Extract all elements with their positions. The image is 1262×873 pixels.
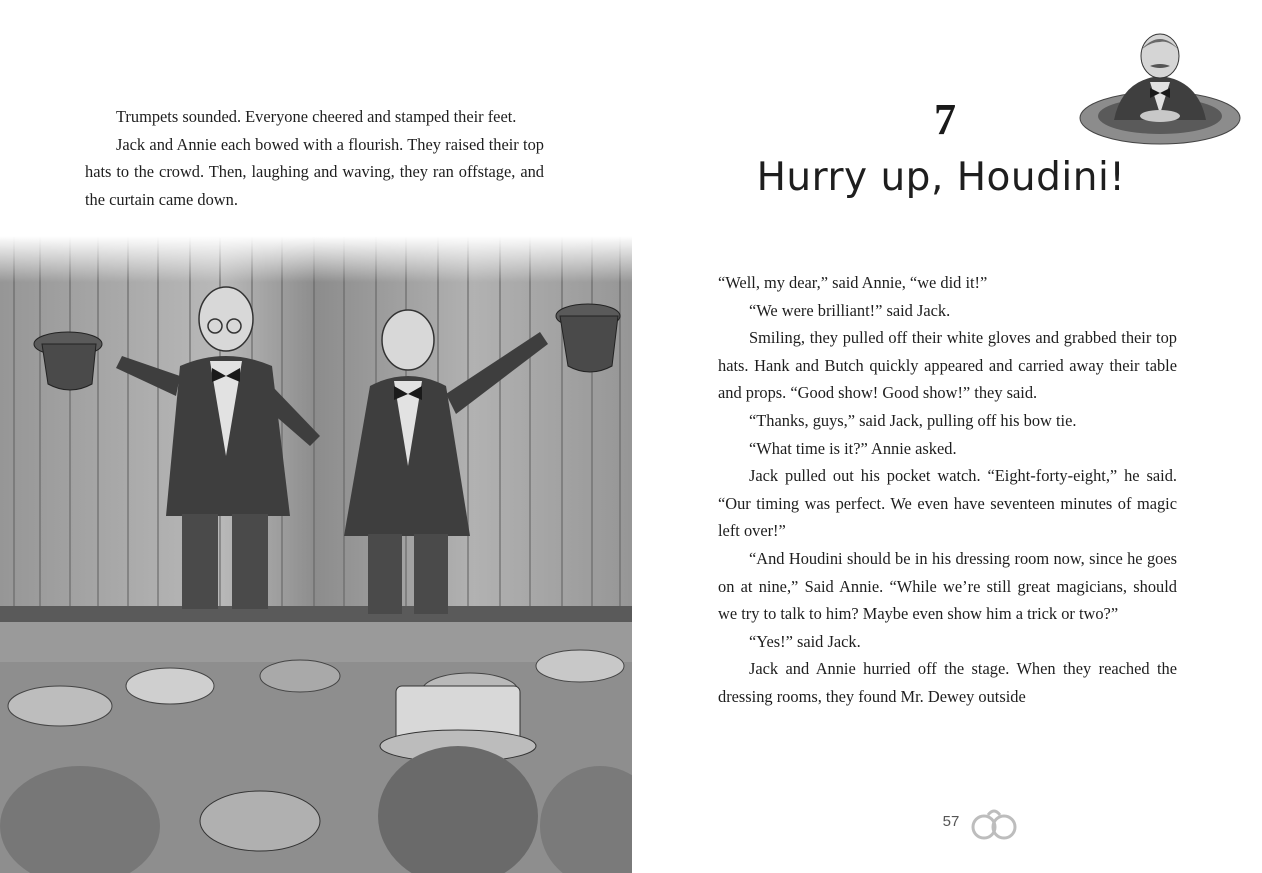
paragraph: Jack and Annie hurried off the stage. When they reached the dressing rooms, they found Mr. Dewey outside: [718, 659, 1177, 706]
paragraph: Smiling, they pulled off their white gloves and grabbed their top hats. Hank and Butch quickly appeared and carried away their table and props. “Good show! Good show!” they said.: [718, 328, 1177, 403]
page-number: 57: [942, 813, 960, 830]
paragraph: “Thanks, guys,” said Jack, pulling off his bow tie.: [749, 410, 1077, 430]
paragraph: Trumpets sounded. Everyone cheered and stamped their feet.: [116, 107, 517, 126]
paragraph: “We were brilliant!” said Jack.: [749, 300, 951, 320]
chapter-number: 7: [934, 95, 956, 144]
paragraph: Jack and Annie each bowed with a flourish. They raised their top hats to the crowd. Then, laughing and waving, they ran offstage, and the curtain came down.: [85, 134, 544, 209]
paragraph: Jack pulled out his pocket watch. “Eight-forty-eight,” he said. “Our timing was perfect. We even have seventeen minutes of magic left over!”: [718, 466, 1177, 541]
magician-portrait: [1078, 30, 1242, 150]
paragraph: “Well, my dear,” said Annie, “we did it!”: [718, 273, 988, 292]
chapter-title: Hurry up, Houdini!: [756, 155, 1126, 200]
handcuffs-icon: [966, 805, 1022, 843]
right-page-text: [718, 269, 1177, 711]
paragraph: “Yes!” said Jack.: [749, 631, 861, 651]
paragraph: “And Houdini should be in his dressing room now, since he goes on at nine,” Said Annie. “While we’re still great magicians, should we try to talk to him? Maybe even show him a trick or two?”: [718, 548, 1177, 624]
left-page-text: [85, 103, 544, 213]
stage-bow-illustration: [0, 236, 632, 873]
paragraph: “What time is it?” Annie asked.: [749, 438, 957, 458]
audience: [0, 650, 632, 873]
right-page: [631, 0, 1262, 873]
